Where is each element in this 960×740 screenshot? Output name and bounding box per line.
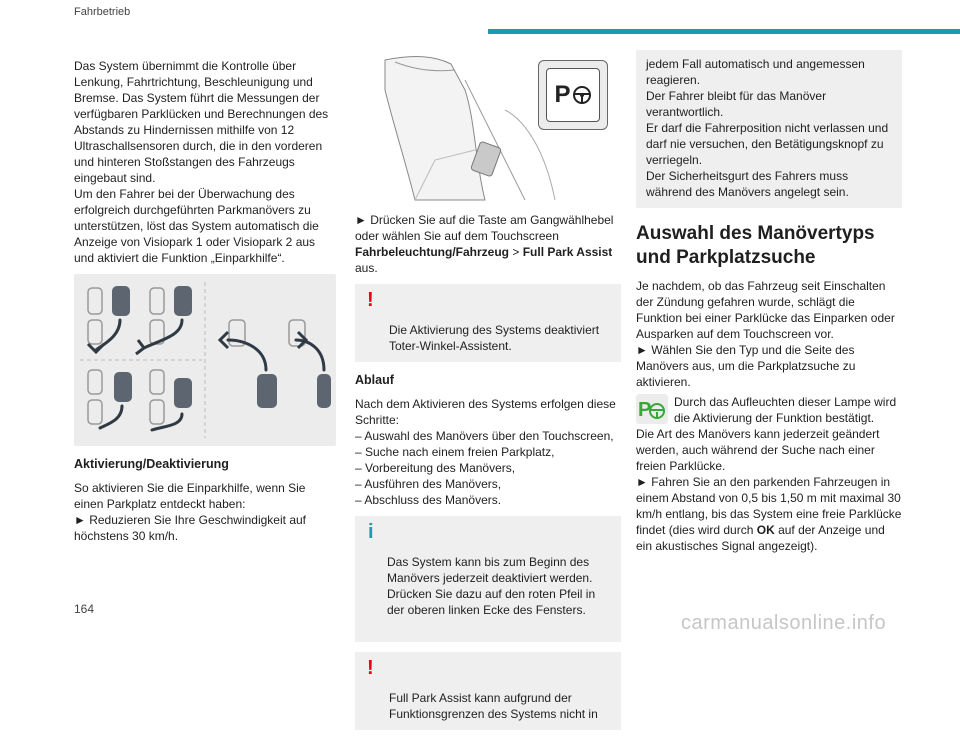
gear-selector-illustration — [355, 50, 621, 208]
column-left — [74, 58, 336, 548]
maneuver-diagrams — [74, 274, 336, 446]
search-paragraph: Die Art des Manövers kann jederzeit geändert werden, auch während der Suche nach einer freien Parklücke. ► Fahren Sie an den parkenden Fahrzeugen in einem Abstand von 0,5 bis 1,50 m mit maximal 30 km/h entlang, bis das System eine freie Parklücke findet (dies wird durch OK auf der Anzeige und ein akustisches Signal angezeigt). — [636, 427, 902, 553]
info-note-deactivate: i Das System kann bis zum Beginn des Manövers jederzeit deaktiviert werden. Drücken Sie dazu auf den roten Pfeil in der oberen linken Ecke des Fensters. — [355, 516, 621, 642]
steering-wheel-icon — [572, 85, 592, 105]
section-heading-maneuver-type: Auswahl des Manövertyps und Parkplatzsuche — [636, 223, 875, 268]
park-button-letter: P — [554, 81, 571, 108]
warning-note-continued: jedem Fall automatisch und angemessen reagieren. Der Fahrer bleibt für das Manöver verantwortlich. Er darf die Fahrerposition nicht verlassen und darf nie versuchen, den Betätigungsknopf zu verriegeln. Der Sicherheitsgurt des Fahrers muss während des Manövers angelegt sein. — [636, 50, 902, 208]
page-number: 164 — [74, 602, 95, 616]
column-right — [636, 50, 902, 558]
svg-text:P: P — [638, 399, 652, 421]
parking-maneuvers-illustration — [74, 274, 336, 446]
section-title: Fahrbetrieb — [74, 6, 131, 18]
section-heading-activation: Aktivierung/Deaktivierung — [74, 457, 229, 471]
warning-icon: ! — [367, 289, 374, 311]
lamp-confirmation — [636, 394, 902, 426]
watermark: carmanualsonline.info — [681, 612, 887, 634]
park-assist-lamp-icon — [636, 394, 668, 424]
process-paragraph: Nach dem Aktivieren des Systems erfolgen diese Schritte: – Auswahl des Manövers über den Touchscreen, – Suche nach einem freien Parkplatz, – Vorbereitung des Manövers, – Ausführen des Manövers, – Abschluss des Manövers. — [355, 397, 616, 507]
maneuver-paragraph: Je nachdem, ob das Fahrzeug seit Einschalten der Zündung gefahren wurde, schlägt die Funktion bei einer Parklücke das Einparken oder Ausparken auf dem Touchscreen vor. ► Wählen Sie den Typ und die Seite des Manövers aus, um die Parkplatzsuche zu aktivieren. — [636, 279, 895, 389]
warning-icon: ! — [367, 657, 374, 679]
column-middle — [355, 50, 621, 740]
warning-note-blind-spot: ! Die Aktivierung des Systems deaktiviert Toter-Winkel-Assistent. — [355, 284, 621, 362]
activation-paragraph: So aktivieren Sie die Einparkhilfe, wenn Sie einen Parkplatz entdeckt haben: ► Reduzieren Sie Ihre Geschwindigkeit auf höchstens 30 km/h. — [74, 481, 306, 543]
info-icon: i — [368, 521, 374, 543]
warning-note-limits: ! Full Park Assist kann aufgrund der Funktionsgrenzen des Systems nicht in — [355, 652, 621, 730]
activation-step: ► Drücken Sie auf die Taste am Gangwählhebel oder wählen Sie auf dem Touchscreen Fahrbeleuchtung/Fahrzeug > Full Park Assist aus. — [355, 213, 614, 275]
park-assist-button[interactable] — [538, 60, 608, 130]
lamp-text: Durch das Aufleuchten dieser Lampe wird die Aktivierung der Funktion bestätigt. — [674, 395, 897, 425]
intro-paragraph: Das System übernimmt die Kontrolle über Lenkung, Fahrtrichtung, Beschleunigung und Bremse. Das System führt die Messungen der verfügbaren Parklücken und Berechnungen des Abstands zu Hindernissen mithilfe von 12 Ultraschallsensoren durch, die in den vorderen und hinteren Stoßstangen des Fahrzeugs eingebaut sind. Um den Fahrer bei der Überwachung des erfolgreich durchgeführten Parkmanövers zu unterstützen, löst das System automatisch die Anzeige von Visiopark 1 oder Visiopark 2 aus und aktiviert die Funktion „Einparkhilfe“. — [74, 59, 329, 265]
section-heading-process: Ablauf — [355, 373, 394, 387]
header-accent-bar — [488, 29, 960, 34]
